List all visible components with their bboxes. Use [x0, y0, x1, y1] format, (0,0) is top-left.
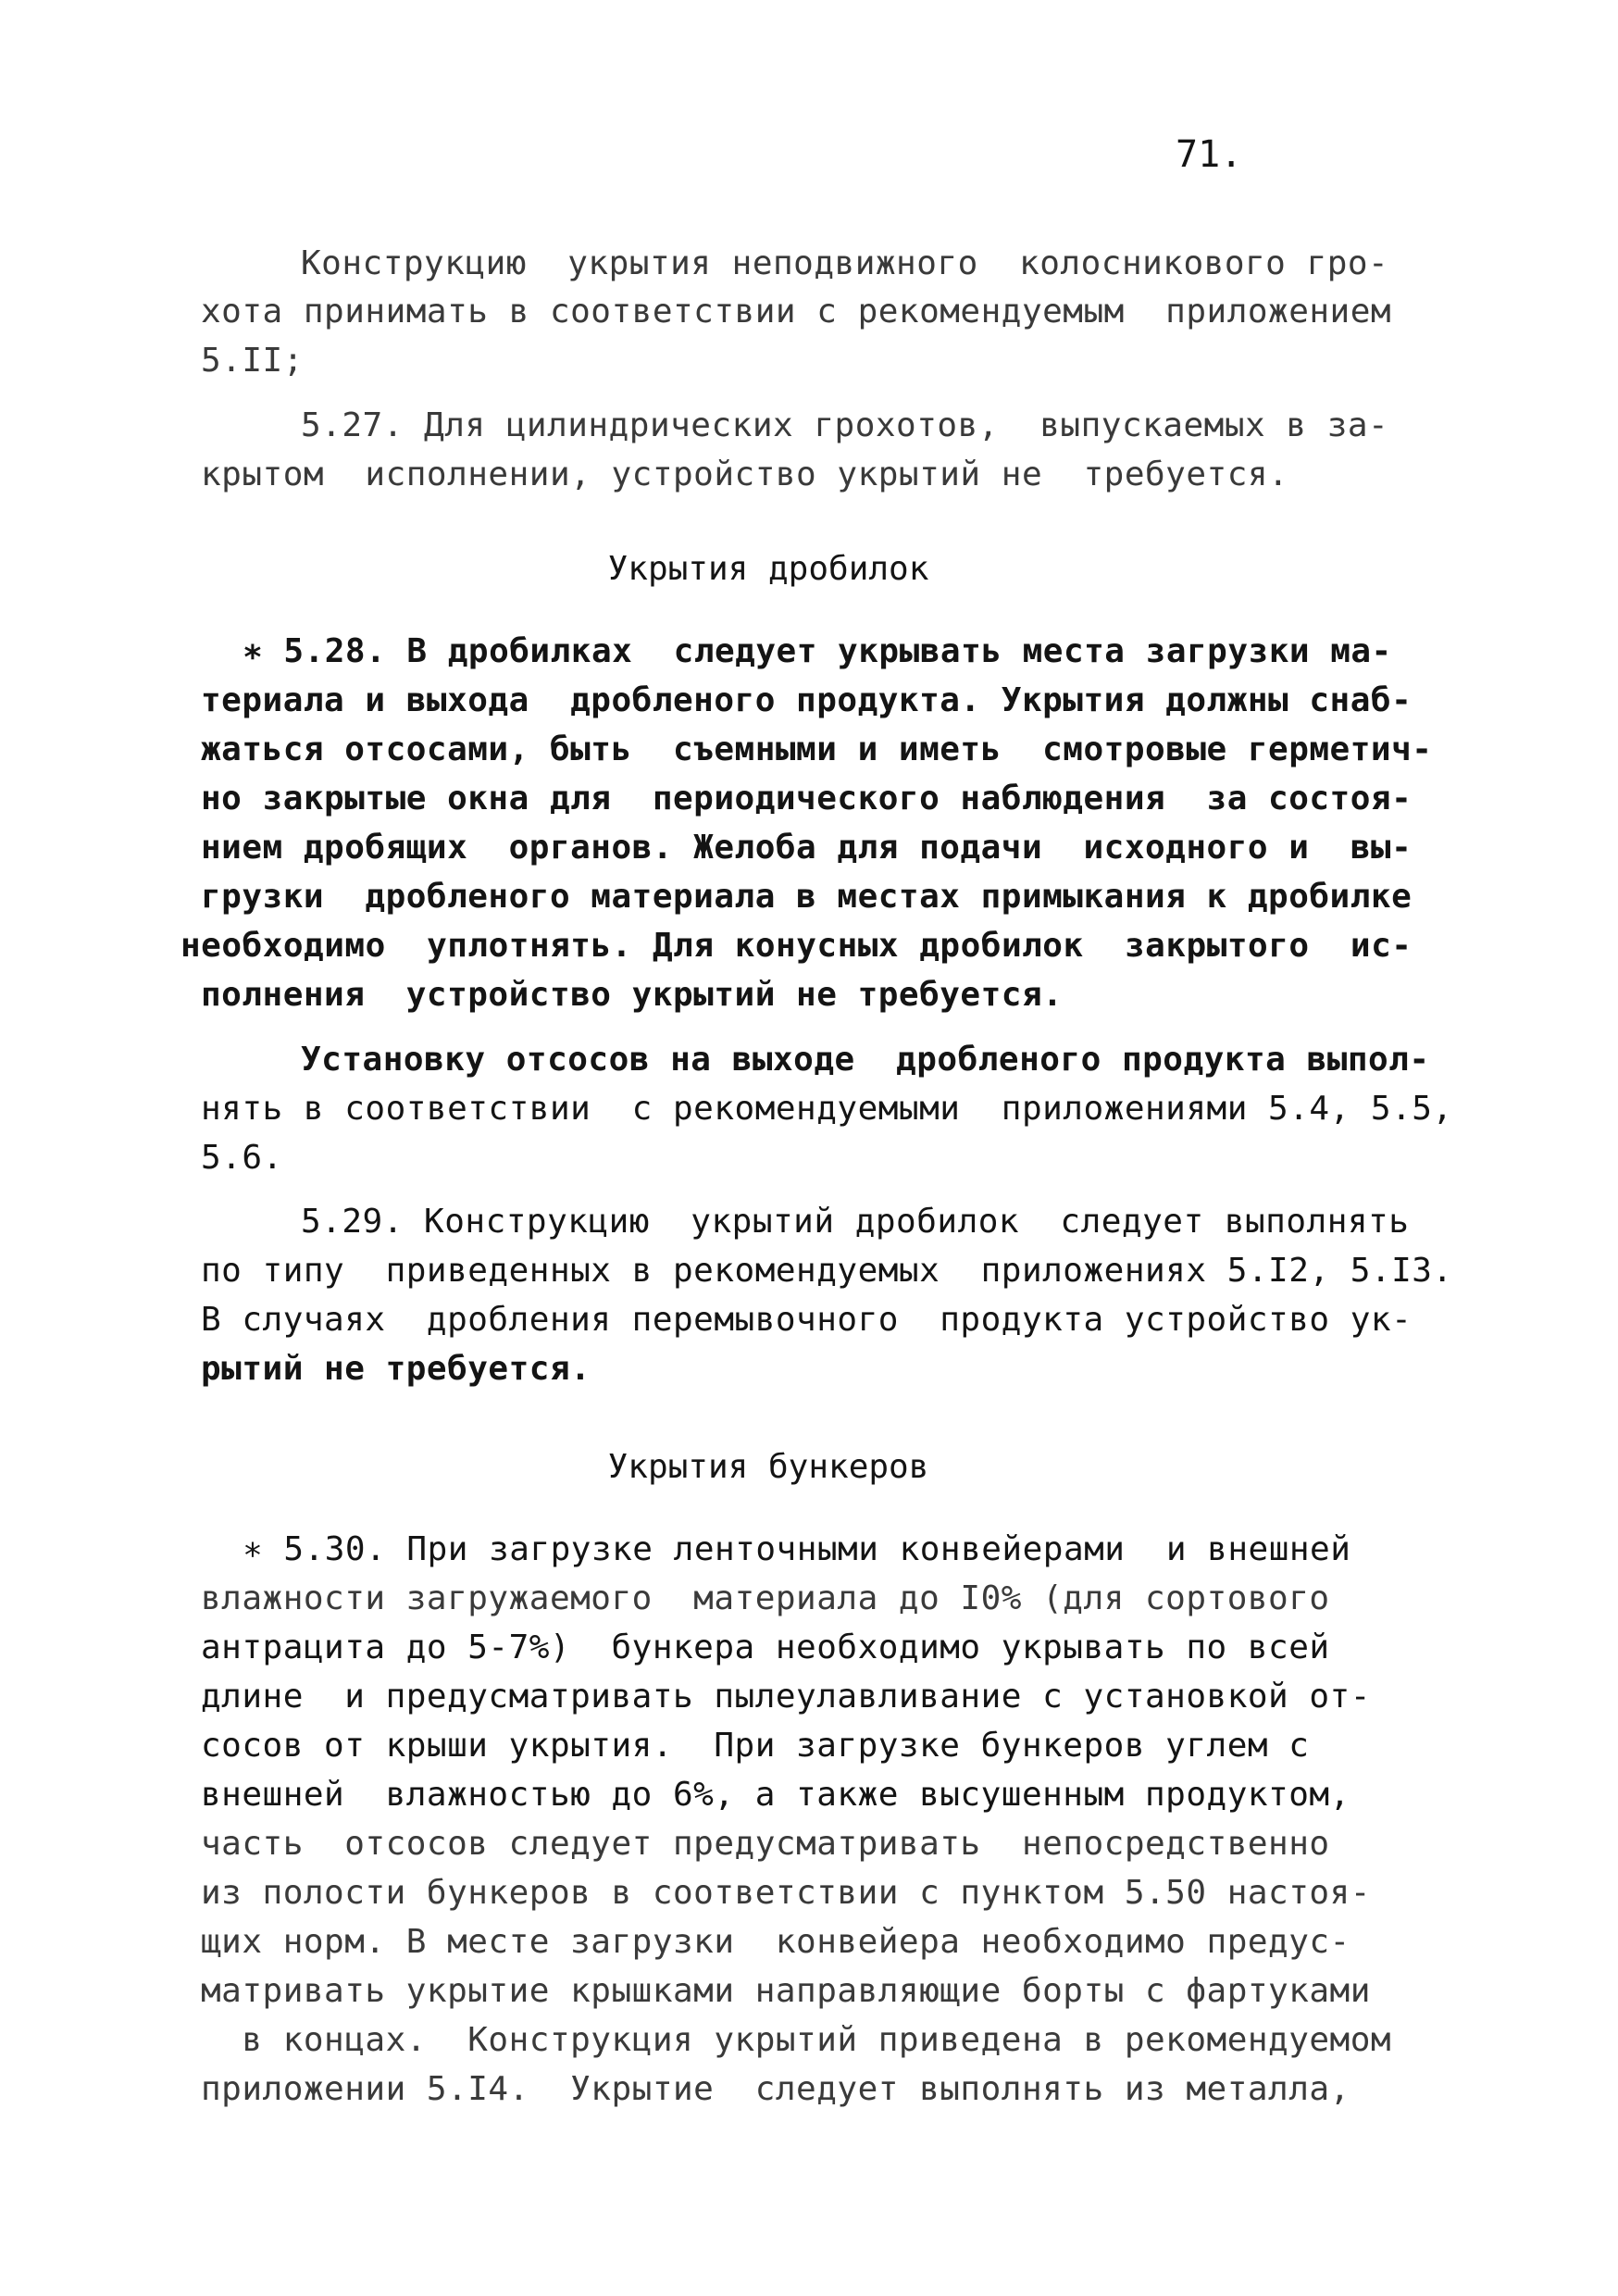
- section-heading: Укрытия дробилок: [607, 550, 929, 588]
- text-line: но закрытые окна для периодического наблюдения за состоя-: [201, 780, 1413, 817]
- text-line: Установку отсосов на выходе дробленого продукта выпол-: [301, 1041, 1430, 1079]
- page-number: 71.: [1176, 133, 1243, 176]
- text-line: сосов от крыши укрытия. При загрузке бункеров углем с: [201, 1727, 1310, 1765]
- text-line: нять в соответствии с рекомендуемыми приложениями 5.4, 5.5,: [201, 1090, 1453, 1128]
- text-line: необходимо уплотнять. Для конусных дробилок закрытого ис-: [180, 927, 1413, 965]
- text-line: рытий не требуется.: [201, 1350, 591, 1388]
- text-line: в концах. Конструкция укрытий приведена в рекомендуемом: [201, 2021, 1392, 2059]
- text-line: из полости бункеров в соответствии с пунктом 5.50 настоя-: [201, 1874, 1371, 1912]
- text-line: полнения устройство укрытий не требуется.: [201, 976, 1064, 1014]
- text-line: часть отсосов следует предусматривать непосредственно: [201, 1825, 1330, 1863]
- text-line: 5.27. Для цилиндрических грохотов, выпускаемых в за-: [301, 406, 1389, 444]
- text-line: крытом исполнении, устройство укрытий не требуется.: [201, 455, 1289, 493]
- text-line: щих норм. В месте загрузки конвейера необходимо предус-: [201, 1923, 1350, 1961]
- text-line: хота принимать в соответствии с рекомендуемым приложением: [201, 293, 1392, 331]
- text-line: нием дробящих органов. Желоба для подачи исходного и вы-: [201, 829, 1413, 867]
- text-line: матривать укрытие крышками направляющие борты с фартуками: [201, 1972, 1371, 2010]
- text-line: по типу приведенных в рекомендуемых приложениях 5.I2, 5.I3.: [201, 1252, 1453, 1290]
- text-line: В случаях дробления перемывочного продукта устройство ук-: [201, 1301, 1413, 1339]
- text-line: 5.29. Конструкцию укрытий дробилок следует выполнять: [301, 1203, 1410, 1241]
- text-line: териала и выхода дробленого продукта. Укрытия должны снаб-: [201, 681, 1413, 719]
- text-line: Конструкцию укрытия неподвижного колосникового гро-: [301, 244, 1389, 282]
- section-heading: Укрытия бункеров: [607, 1448, 929, 1486]
- text-line: внешней влажностью до 6%, а также высушенным продуктом,: [201, 1776, 1350, 1814]
- text-line: длине и предусматривать пылеулавливание с установкой от-: [201, 1678, 1371, 1716]
- text-line: ∗ 5.28. В дробилках следует укрывать места загрузки ма-: [243, 632, 1392, 670]
- text-line: грузки дробленого материала в местах примыкания к дробилке: [201, 878, 1413, 916]
- text-line: приложении 5.I4. Укрытие следует выполнять из металла,: [201, 2070, 1350, 2108]
- text-line: влажности загружаемого материала до I0% (для сортового: [201, 1579, 1330, 1617]
- text-line: ∗ 5.30. При загрузке ленточными конвейерами и внешней: [243, 1530, 1351, 1568]
- text-line: антрацита до 5-7%) бункера необходимо укрывать по всей: [201, 1628, 1330, 1666]
- text-line: 5.6.: [201, 1139, 283, 1177]
- text-line: 5.II;: [201, 342, 304, 380]
- text-line: жаться отсосами, быть съемными и иметь смотровые герметич-: [201, 730, 1433, 768]
